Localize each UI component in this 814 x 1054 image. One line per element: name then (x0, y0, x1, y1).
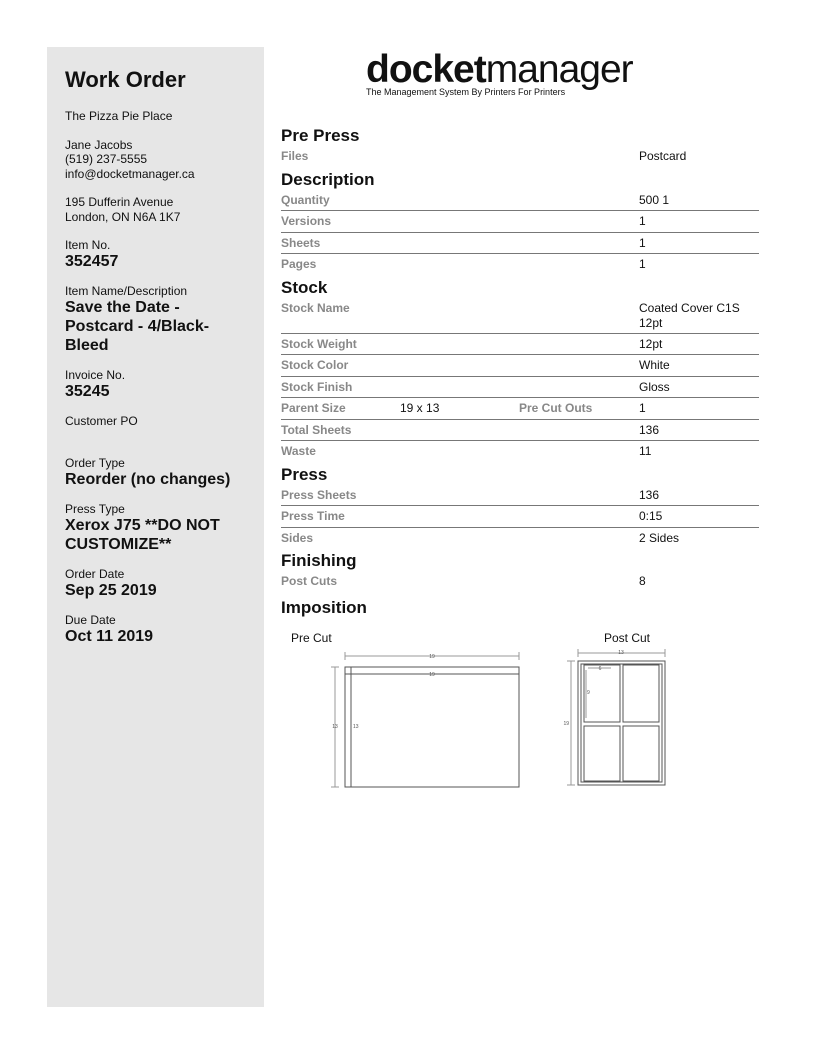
sides-label: Sides (281, 530, 314, 545)
stock-finish-row (281, 377, 759, 399)
post-cuts-value: 8 (639, 574, 646, 588)
sheets-label: Sheets (281, 235, 321, 250)
work-order-sidebar (47, 47, 264, 1007)
work-order-title: Work Order (65, 67, 186, 92)
stock-weight-row (281, 334, 759, 356)
press-sheets-label: Press Sheets (281, 487, 357, 502)
stock-weight-label: Stock Weight (281, 336, 357, 351)
pre-cut-label: Pre Cut (291, 631, 332, 645)
imposition-drawing (281, 630, 759, 800)
pre-cut-outs-value: 1 (639, 401, 646, 415)
pages-value: 1 (639, 257, 646, 271)
press-time-row (281, 506, 759, 528)
item-no-label: Item No. (65, 238, 111, 252)
logo-tagline: The Management System By Printers For Printers (366, 87, 566, 97)
docketmanager-logo (366, 50, 666, 100)
description-heading: Description (281, 169, 375, 189)
invoice-no-label: Invoice No. (65, 368, 126, 382)
waste-row (281, 441, 759, 462)
quantity-row (281, 190, 759, 212)
contact-email: info@docketmanager.ca (65, 166, 195, 181)
total-sheets-row (281, 420, 759, 442)
work-order-details (281, 123, 759, 618)
pre-cut-diagram (331, 652, 519, 787)
total-sheets-value: 136 (639, 422, 660, 437)
press-heading: Press (281, 464, 328, 484)
customer-name: The Pizza Pie Place (65, 109, 173, 123)
quantity-value: 500 1 (639, 192, 670, 207)
stock-color-label: Stock Color (281, 358, 349, 372)
stock-name-value: Coated Cover C1S 12pt (639, 300, 740, 330)
pre-cut-outer-width: 19 (429, 654, 435, 660)
due-date-label: Due Date (65, 613, 116, 627)
stock-name-label: Stock Name (281, 300, 350, 315)
stock-weight-value: 12pt (639, 336, 663, 351)
files-value: Postcard (639, 149, 687, 163)
versions-value: 1 (639, 214, 646, 228)
stock-name-row (281, 298, 759, 334)
item-name-value: Save the Date - Postcard - 4/Black-Bleed (65, 299, 210, 354)
versions-row (281, 211, 759, 233)
invoice-no-value: 35245 (65, 383, 110, 400)
pre-cut-outs-label: Pre Cut Outs (519, 401, 593, 415)
post-cut-outer-height: 19 (563, 721, 569, 727)
post-cut-outer-width: 13 (618, 650, 624, 656)
pre-cut-inner-height: 13 (353, 724, 359, 730)
pre-press-heading: Pre Press (281, 126, 360, 145)
total-sheets-label: Total Sheets (281, 422, 352, 437)
sides-value: 2 Sides (639, 530, 680, 545)
sheets-row (281, 233, 759, 255)
order-type-value: Reorder (no changes) (65, 471, 231, 488)
post-cuts-row (281, 571, 759, 592)
stock-finish-value: Gloss (639, 379, 670, 394)
pre-cut-outer-height: 13 (332, 724, 338, 730)
parent-size-label: Parent Size (281, 401, 346, 415)
contact-phone: (519) 237-5555 (65, 152, 148, 166)
pre-cut-inner-width: 19 (429, 672, 435, 678)
address-line1: 195 Dufferin Avenue (65, 195, 174, 209)
item-name-label: Item Name/Description (65, 284, 188, 298)
post-cut-diagram (567, 649, 665, 785)
post-cuts-label: Post Cuts (281, 574, 338, 588)
sides-row (281, 528, 759, 549)
imposition-heading: Imposition (281, 597, 367, 617)
pages-label: Pages (281, 257, 317, 271)
press-time-value: 0:15 (639, 509, 663, 523)
waste-value: 11 (639, 444, 652, 458)
versions-label: Versions (281, 214, 332, 228)
press-type-value: Xerox J75 **DO NOT CUSTOMIZE** (65, 517, 220, 553)
quantity-label: Quantity (281, 192, 330, 207)
stock-heading: Stock (281, 277, 328, 297)
press-sheets-value: 136 (639, 487, 660, 502)
contact-name: Jane Jacobs (65, 137, 133, 152)
post-cut-inner-height: 9 (587, 690, 590, 696)
parent-size-row (281, 398, 759, 420)
customer-po-label: Customer PO (65, 414, 138, 428)
order-date-value: Sep 25 2019 (65, 582, 157, 599)
stock-finish-label: Stock Finish (281, 379, 353, 394)
press-time-label: Press Time (281, 509, 345, 523)
order-type-label: Order Type (65, 456, 125, 470)
stock-color-row (281, 355, 759, 377)
finishing-heading: Finishing (281, 551, 357, 570)
address-line2: London, ON N6A 1K7 (65, 209, 181, 224)
press-type-label: Press Type (65, 502, 125, 516)
files-label: Files (281, 149, 309, 163)
imposition-diagrams (281, 630, 759, 800)
order-date-label: Order Date (65, 567, 125, 581)
stock-color-value: White (639, 358, 670, 372)
waste-label: Waste (281, 444, 316, 458)
post-cut-inner-width: 6 (598, 666, 602, 672)
sheets-value: 1 (639, 235, 646, 250)
press-sheets-row (281, 485, 759, 507)
due-date-value: Oct 11 2019 (65, 628, 154, 645)
logo-wordmark-bold: docket (366, 48, 486, 91)
post-cut-label: Post Cut (604, 631, 651, 645)
parent-size-value: 19 x 13 (400, 401, 440, 415)
logo-wordmark-light: manager (485, 48, 633, 91)
files-row (281, 146, 759, 167)
item-no-value: 352457 (65, 253, 119, 270)
pages-row (281, 254, 759, 275)
